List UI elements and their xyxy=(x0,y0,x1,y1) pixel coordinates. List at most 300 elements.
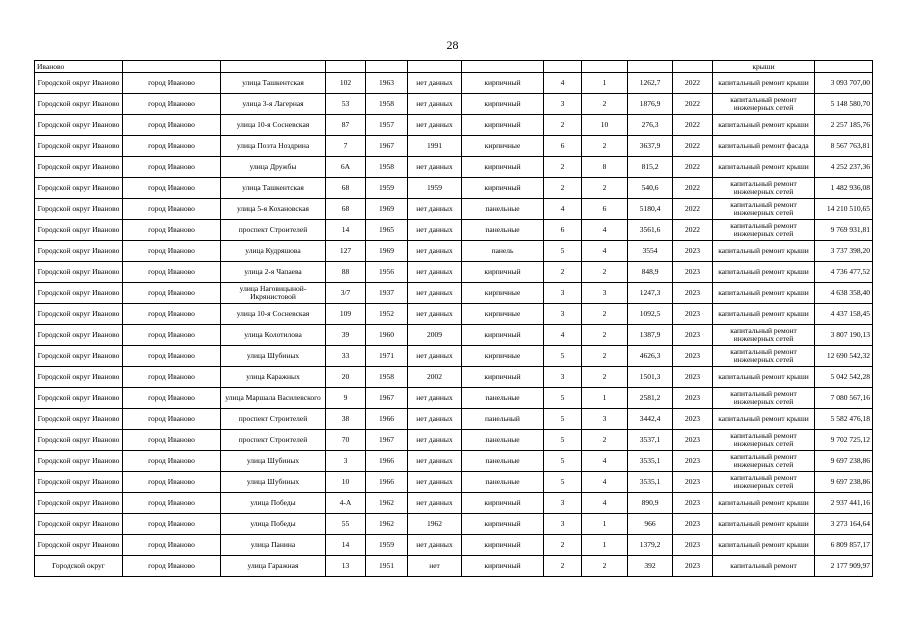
cell-house: 38 xyxy=(326,409,366,430)
cell-city: город Иваново xyxy=(123,493,221,514)
cell-year-overhaul: нет данных xyxy=(408,493,462,514)
cell-year-overhaul: нет данных xyxy=(408,409,462,430)
cell-year: 2023 xyxy=(673,451,713,472)
cell-year-overhaul: 1991 xyxy=(408,136,462,157)
cell-year-built: 1959 xyxy=(366,178,408,199)
cell-area: 540,6 xyxy=(628,178,673,199)
cell-city: город Иваново xyxy=(123,535,221,556)
cell-district: Городской округ Иваново xyxy=(35,409,123,430)
cell-walls: кирпичный xyxy=(462,535,544,556)
cell-street: улица 10-я Сосневская xyxy=(221,304,326,325)
cell-cost: 4 252 237,36 xyxy=(815,157,873,178)
table-row xyxy=(35,136,873,157)
cell-area: 392 xyxy=(628,556,673,577)
cell-year: 2023 xyxy=(673,388,713,409)
cell-cost: 2 937 441,16 xyxy=(815,493,873,514)
cell-district: Городской округ Иваново xyxy=(35,94,123,115)
cell-district: Городской округ Иваново xyxy=(35,283,123,304)
cell-street: улица 5-я Кохановская xyxy=(221,199,326,220)
cell-area: 3637,9 xyxy=(628,136,673,157)
cell-district: Городской округ Иваново xyxy=(35,430,123,451)
cell-year-built: 1958 xyxy=(366,94,408,115)
cell-street: улица Поэта Ноздрина xyxy=(221,136,326,157)
cell-entrances: 2 xyxy=(582,178,628,199)
cell-cost: 12 690 542,32 xyxy=(815,346,873,367)
cell-year: 2023 xyxy=(673,325,713,346)
cell-city: город Иваново xyxy=(123,430,221,451)
cell-entrances: 1 xyxy=(582,535,628,556)
cell-area: 1501,3 xyxy=(628,367,673,388)
cell-street: улица Шубиных xyxy=(221,451,326,472)
cell-cost: 6 809 857,17 xyxy=(815,535,873,556)
cell-area: 3537,1 xyxy=(628,430,673,451)
cell-work: капитальный ремонт инженерных сетей xyxy=(713,388,815,409)
cell-district: Городской округ Иваново xyxy=(35,535,123,556)
cell-entrances: 4 xyxy=(582,472,628,493)
cell-walls: кирпичные xyxy=(462,346,544,367)
cell-work: капитальный ремонт крыши xyxy=(713,409,815,430)
cell-entrances: 6 xyxy=(582,199,628,220)
cell-entrances: 2 xyxy=(582,430,628,451)
cell-year-built: 1962 xyxy=(366,493,408,514)
cell-house: 68 xyxy=(326,178,366,199)
cell-cost: 14 210 510,65 xyxy=(815,199,873,220)
cell-year-built: 1960 xyxy=(366,325,408,346)
cell-floors: 6 xyxy=(544,220,582,241)
cell-work: капитальный ремонт крыши xyxy=(713,514,815,535)
cell-year: 2023 xyxy=(673,241,713,262)
cell-area: 3535,1 xyxy=(628,451,673,472)
cell-year-overhaul: нет данных xyxy=(408,115,462,136)
cell-street: улица Победы xyxy=(221,514,326,535)
cell-city: город Иваново xyxy=(123,73,221,94)
cell-walls: панельные xyxy=(462,220,544,241)
cell-street: улица Каражных xyxy=(221,367,326,388)
cell-work: капитальный ремонт крыши xyxy=(713,262,815,283)
cell-work: капитальный ремонт крыши xyxy=(713,115,815,136)
cell-district: Городской округ Иваново xyxy=(35,472,123,493)
table-row xyxy=(35,304,873,325)
cell-year-overhaul: 2002 xyxy=(408,367,462,388)
cell-walls: панельные xyxy=(462,430,544,451)
cell-work: капитальный ремонт инженерных сетей xyxy=(713,220,815,241)
cell-year: 2022 xyxy=(673,220,713,241)
cell-year-overhaul: нет данных xyxy=(408,73,462,94)
table-row xyxy=(35,493,873,514)
cell-house: 33 xyxy=(326,346,366,367)
cell-city: город Иваново xyxy=(123,325,221,346)
cell-city: город Иваново xyxy=(123,304,221,325)
cell-walls: кирпичный xyxy=(462,262,544,283)
table-row xyxy=(35,220,873,241)
cell-entrances: 4 xyxy=(582,220,628,241)
cell-year-overhaul: 2009 xyxy=(408,325,462,346)
cell-district: Городской округ Иваново xyxy=(35,325,123,346)
cell-house: 6А xyxy=(326,157,366,178)
table-row xyxy=(35,325,873,346)
cell-district: Городской округ Иваново xyxy=(35,451,123,472)
cell-year-overhaul: нет данных xyxy=(408,199,462,220)
cell-year-overhaul: нет данных xyxy=(408,346,462,367)
cell-walls: кирпичный xyxy=(462,367,544,388)
cell-city: город Иваново xyxy=(123,346,221,367)
cell-floors: 3 xyxy=(544,367,582,388)
table-row xyxy=(35,241,873,262)
table-row xyxy=(35,262,873,283)
cell-year-overhaul: нет данных xyxy=(408,241,462,262)
cell-cost: 3 273 164,64 xyxy=(815,514,873,535)
cell-entrances: 10 xyxy=(582,115,628,136)
cell-entrances: 4 xyxy=(582,451,628,472)
cell-empty xyxy=(582,61,628,73)
cell-house: 7 xyxy=(326,136,366,157)
cell-floors: 5 xyxy=(544,388,582,409)
cell-cost: 5 148 580,70 xyxy=(815,94,873,115)
cell-year-overhaul: нет данных xyxy=(408,283,462,304)
cell-entrances: 3 xyxy=(582,283,628,304)
cell-empty xyxy=(673,61,713,73)
cell-floors: 5 xyxy=(544,241,582,262)
cell-city: город Иваново xyxy=(123,199,221,220)
cell-floors: 4 xyxy=(544,73,582,94)
cell-district: Городской округ xyxy=(35,556,123,577)
cell-empty xyxy=(123,61,221,73)
cell-entrances: 2 xyxy=(582,346,628,367)
cell-entrances: 1 xyxy=(582,388,628,409)
cell-cost: 9 702 725,12 xyxy=(815,430,873,451)
cell-house: 9 xyxy=(326,388,366,409)
cell-entrances: 2 xyxy=(582,136,628,157)
cell-district: Городской округ Иваново xyxy=(35,157,123,178)
cell-walls: кирпичный xyxy=(462,556,544,577)
cell-house: 39 xyxy=(326,325,366,346)
cell-floors: 2 xyxy=(544,115,582,136)
cell-city: город Иваново xyxy=(123,262,221,283)
cell-work: капитальный ремонт крыши xyxy=(713,535,815,556)
housing-registry-table xyxy=(34,60,873,577)
cell-area: 1387,9 xyxy=(628,325,673,346)
cell-street: улица Ташкентская xyxy=(221,73,326,94)
cell-year-built: 1963 xyxy=(366,73,408,94)
cell-house: 88 xyxy=(326,262,366,283)
cell-city: город Иваново xyxy=(123,409,221,430)
cell-walls: панельные xyxy=(462,472,544,493)
cell-year-overhaul: нет данных xyxy=(408,220,462,241)
cell-floors: 2 xyxy=(544,535,582,556)
cell-year-overhaul: нет данных xyxy=(408,94,462,115)
cell-house: 127 xyxy=(326,241,366,262)
cell-year: 2022 xyxy=(673,157,713,178)
cell-walls: кирпичные xyxy=(462,304,544,325)
cell-year: 2023 xyxy=(673,283,713,304)
table-row xyxy=(35,556,873,577)
cell-walls: панельные xyxy=(462,199,544,220)
cell-empty xyxy=(221,61,326,73)
cell-floors: 4 xyxy=(544,325,582,346)
cell-street: улица Шубиных xyxy=(221,346,326,367)
cell-work: капитальный ремонт инженерных сетей xyxy=(713,451,815,472)
cell-street: улица Гаражная xyxy=(221,556,326,577)
cell-district: Городской округ Иваново xyxy=(35,493,123,514)
cell-city: город Иваново xyxy=(123,94,221,115)
cell-walls: кирпичные xyxy=(462,136,544,157)
cell-street: проспект Строителей xyxy=(221,409,326,430)
cell-walls: кирпичный xyxy=(462,325,544,346)
cell-floors: 3 xyxy=(544,514,582,535)
cell-floors: 3 xyxy=(544,283,582,304)
cell-district: Городской округ Иваново xyxy=(35,136,123,157)
cell-year-overhaul: нет данных xyxy=(408,472,462,493)
cell-city: город Иваново xyxy=(123,556,221,577)
cell-entrances: 2 xyxy=(582,94,628,115)
cell-floors: 3 xyxy=(544,493,582,514)
cell-street: улица 10-я Сосневская xyxy=(221,115,326,136)
cell-street: улица Победы xyxy=(221,493,326,514)
cell-year: 2022 xyxy=(673,115,713,136)
cell-year-built: 1966 xyxy=(366,409,408,430)
cell-district: Городской округ Иваново xyxy=(35,115,123,136)
cell-year: 2022 xyxy=(673,94,713,115)
cell-year-overhaul: нет данных xyxy=(408,262,462,283)
table-row xyxy=(35,388,873,409)
cell-work: капитальный ремонт инженерных сетей xyxy=(713,199,815,220)
cell-city: город Иваново xyxy=(123,220,221,241)
cell-year: 2023 xyxy=(673,409,713,430)
cell-city: город Иваново xyxy=(123,115,221,136)
cell-walls: кирпичный xyxy=(462,73,544,94)
cell-work: капитальный ремонт крыши xyxy=(713,73,815,94)
cell-district: Иваново xyxy=(35,61,123,73)
cell-district: Городской округ Иваново xyxy=(35,304,123,325)
cell-empty xyxy=(326,61,366,73)
cell-year: 2022 xyxy=(673,178,713,199)
cell-entrances: 2 xyxy=(582,325,628,346)
cell-year-overhaul: нет данных xyxy=(408,157,462,178)
cell-area: 890,9 xyxy=(628,493,673,514)
table-row xyxy=(35,73,873,94)
cell-area: 3561,6 xyxy=(628,220,673,241)
cell-entrances: 2 xyxy=(582,304,628,325)
cell-house: 55 xyxy=(326,514,366,535)
cell-district: Городской округ Иваново xyxy=(35,514,123,535)
cell-work: капитальный ремонт крыши xyxy=(713,241,815,262)
cell-year-built: 1966 xyxy=(366,472,408,493)
cell-work: капитальный ремонт крыши xyxy=(713,493,815,514)
cell-floors: 2 xyxy=(544,157,582,178)
cell-city: город Иваново xyxy=(123,136,221,157)
cell-district: Городской округ Иваново xyxy=(35,241,123,262)
cell-walls: кирпичный xyxy=(462,178,544,199)
cell-year-overhaul: нет данных xyxy=(408,388,462,409)
cell-walls: кирпичный xyxy=(462,115,544,136)
cell-year-built: 1959 xyxy=(366,535,408,556)
cell-year-built: 1965 xyxy=(366,220,408,241)
cell-floors: 3 xyxy=(544,304,582,325)
table-row-continuation xyxy=(35,61,873,73)
cell-floors: 5 xyxy=(544,430,582,451)
cell-work: капитальный ремонт инженерных сетей xyxy=(713,346,815,367)
cell-cost: 8 567 763,81 xyxy=(815,136,873,157)
cell-floors: 3 xyxy=(544,94,582,115)
cell-year: 2023 xyxy=(673,262,713,283)
cell-year-built: 1967 xyxy=(366,388,408,409)
cell-cost: 3 807 190,13 xyxy=(815,325,873,346)
cell-year-built: 1962 xyxy=(366,514,408,535)
cell-house: 109 xyxy=(326,304,366,325)
table-row xyxy=(35,535,873,556)
table-row xyxy=(35,178,873,199)
table-row xyxy=(35,430,873,451)
cell-area: 1262,7 xyxy=(628,73,673,94)
cell-work: капитальный ремонт фасада xyxy=(713,136,815,157)
cell-year: 2022 xyxy=(673,199,713,220)
cell-walls: кирпичные xyxy=(462,283,544,304)
cell-work: крыши xyxy=(713,61,815,73)
cell-year-built: 1971 xyxy=(366,346,408,367)
cell-floors: 5 xyxy=(544,409,582,430)
cell-city: город Иваново xyxy=(123,178,221,199)
cell-district: Городской округ Иваново xyxy=(35,262,123,283)
cell-year-built: 1956 xyxy=(366,262,408,283)
cell-cost: 4 638 358,40 xyxy=(815,283,873,304)
cell-work: капитальный ремонт крыши xyxy=(713,367,815,388)
cell-walls: панельный xyxy=(462,409,544,430)
cell-walls: кирпичный xyxy=(462,493,544,514)
cell-area: 3442,4 xyxy=(628,409,673,430)
cell-entrances: 2 xyxy=(582,367,628,388)
cell-entrances: 4 xyxy=(582,241,628,262)
cell-house: 87 xyxy=(326,115,366,136)
cell-district: Городской округ Иваново xyxy=(35,199,123,220)
cell-district: Городской округ Иваново xyxy=(35,388,123,409)
cell-city: город Иваново xyxy=(123,472,221,493)
cell-area: 3554 xyxy=(628,241,673,262)
cell-entrances: 4 xyxy=(582,493,628,514)
cell-cost: 1 482 936,08 xyxy=(815,178,873,199)
cell-entrances: 8 xyxy=(582,157,628,178)
cell-year-overhaul: нет xyxy=(408,556,462,577)
cell-walls: кирпичный xyxy=(462,157,544,178)
cell-year: 2022 xyxy=(673,73,713,94)
cell-house: 20 xyxy=(326,367,366,388)
cell-year-overhaul: 1959 xyxy=(408,178,462,199)
cell-year: 2023 xyxy=(673,535,713,556)
cell-house: 14 xyxy=(326,535,366,556)
cell-floors: 6 xyxy=(544,136,582,157)
cell-district: Городской округ Иваново xyxy=(35,346,123,367)
cell-city: город Иваново xyxy=(123,157,221,178)
table-row xyxy=(35,409,873,430)
cell-year: 2023 xyxy=(673,472,713,493)
cell-floors: 5 xyxy=(544,451,582,472)
cell-cost: 5 042 542,28 xyxy=(815,367,873,388)
cell-year: 2022 xyxy=(673,136,713,157)
cell-walls: панель xyxy=(462,241,544,262)
cell-area: 815,2 xyxy=(628,157,673,178)
cell-entrances: 3 xyxy=(582,409,628,430)
cell-street: проспект Строителей xyxy=(221,430,326,451)
cell-area: 5180,4 xyxy=(628,199,673,220)
cell-house: 14 xyxy=(326,220,366,241)
cell-street: улица Наговицыной-Икрянистовой xyxy=(221,283,326,304)
page-number: 28 xyxy=(446,38,459,52)
cell-year-overhaul: нет данных xyxy=(408,430,462,451)
cell-area: 2581,2 xyxy=(628,388,673,409)
cell-street: улица Колотилова xyxy=(221,325,326,346)
cell-area: 276,3 xyxy=(628,115,673,136)
cell-entrances: 1 xyxy=(582,73,628,94)
cell-house: 102 xyxy=(326,73,366,94)
cell-walls: кирпичный xyxy=(462,514,544,535)
cell-house: 53 xyxy=(326,94,366,115)
cell-city: город Иваново xyxy=(123,388,221,409)
cell-area: 1092,5 xyxy=(628,304,673,325)
cell-street: улица 2-я Чапаева xyxy=(221,262,326,283)
cell-empty xyxy=(628,61,673,73)
cell-cost: 9 769 931,81 xyxy=(815,220,873,241)
cell-work: капитальный ремонт инженерных сетей xyxy=(713,430,815,451)
cell-year-built: 1967 xyxy=(366,136,408,157)
table-row xyxy=(35,157,873,178)
cell-district: Городской округ Иваново xyxy=(35,220,123,241)
cell-year: 2023 xyxy=(673,493,713,514)
cell-street: проспект Строителей xyxy=(221,220,326,241)
cell-cost: 7 080 567,16 xyxy=(815,388,873,409)
cell-empty xyxy=(815,61,873,73)
cell-cost: 2 257 185,76 xyxy=(815,115,873,136)
table-row xyxy=(35,451,873,472)
cell-entrances: 2 xyxy=(582,262,628,283)
table-row xyxy=(35,94,873,115)
cell-street: улица Панина xyxy=(221,535,326,556)
cell-year: 2023 xyxy=(673,367,713,388)
cell-year-overhaul: нет данных xyxy=(408,535,462,556)
cell-cost: 4 437 158,45 xyxy=(815,304,873,325)
cell-year: 2023 xyxy=(673,514,713,535)
table-body xyxy=(35,61,873,577)
cell-floors: 2 xyxy=(544,556,582,577)
cell-district: Городской округ Иваново xyxy=(35,73,123,94)
cell-floors: 5 xyxy=(544,346,582,367)
cell-street: улица Дружбы xyxy=(221,157,326,178)
cell-empty xyxy=(408,61,462,73)
cell-work: капитальный ремонт инженерных сетей xyxy=(713,178,815,199)
cell-house: 13 xyxy=(326,556,366,577)
cell-cost: 3 737 398,20 xyxy=(815,241,873,262)
cell-year-built: 1969 xyxy=(366,199,408,220)
cell-year-built: 1937 xyxy=(366,283,408,304)
cell-empty xyxy=(366,61,408,73)
cell-year: 2023 xyxy=(673,556,713,577)
cell-year-built: 1952 xyxy=(366,304,408,325)
cell-work: капитальный ремонт инженерных сетей xyxy=(713,94,815,115)
cell-street: улица 3-я Лагерная xyxy=(221,94,326,115)
table-row xyxy=(35,514,873,535)
table-row xyxy=(35,472,873,493)
cell-area: 1876,9 xyxy=(628,94,673,115)
cell-house: 3 xyxy=(326,451,366,472)
cell-cost: 5 582 476,18 xyxy=(815,409,873,430)
cell-city: город Иваново xyxy=(123,241,221,262)
cell-year-overhaul: нет данных xyxy=(408,304,462,325)
table-row xyxy=(35,283,873,304)
cell-city: город Иваново xyxy=(123,367,221,388)
cell-year: 2023 xyxy=(673,346,713,367)
cell-house: 70 xyxy=(326,430,366,451)
cell-year: 2023 xyxy=(673,304,713,325)
cell-year-overhaul: 1962 xyxy=(408,514,462,535)
cell-street: улица Маршала Василевского xyxy=(221,388,326,409)
